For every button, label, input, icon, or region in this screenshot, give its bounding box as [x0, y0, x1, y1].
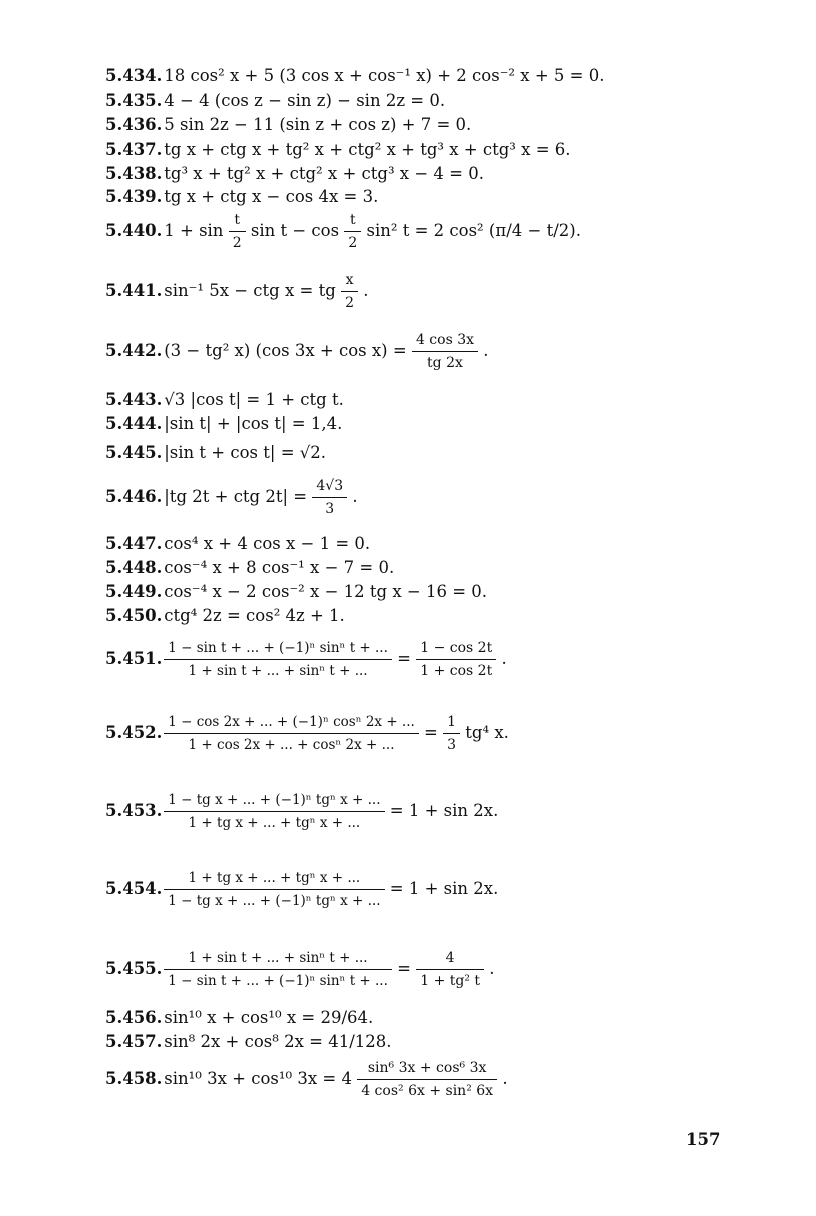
fraction	[412, 332, 478, 371]
problem-number: 5.453.	[105, 801, 163, 820]
denominator: 1 + sin t + ... + sinⁿ t + ...	[188, 663, 368, 679]
numerator: 1	[443, 714, 460, 734]
equation: tg x + ctg x + tg² x + ctg² x + tg³ x + ctg³ x = 6.	[164, 140, 571, 159]
problem-5-457	[105, 1032, 392, 1052]
problem-5-436	[105, 115, 471, 135]
problem-number: 5.447.	[105, 534, 163, 553]
problem-number: 5.451.	[105, 649, 163, 668]
problem-number: 5.455.	[105, 959, 163, 978]
problem-5-450	[105, 606, 345, 626]
problem-number: 5.435.	[105, 91, 163, 110]
denominator: 4 cos² 6x + sin² 6x	[361, 1083, 494, 1099]
problem-number: 5.441.	[105, 281, 163, 300]
problem-5-451	[105, 640, 507, 679]
fraction	[164, 714, 419, 753]
equation-part: = 1 + sin 2x.	[389, 801, 499, 820]
problem-number: 5.434.	[105, 66, 163, 85]
fraction	[164, 640, 392, 679]
equation-part: sin¹⁰ 3x + cos¹⁰ 3x = 4	[164, 1069, 352, 1088]
denominator: 1 − sin t + ... + (−1)ⁿ sinⁿ t + ...	[168, 973, 388, 989]
problem-5-453	[105, 792, 498, 831]
problem-5-444	[105, 414, 342, 434]
equation-part: .	[483, 341, 489, 360]
equation: |sin t| + |cos t| = 1,4.	[164, 414, 343, 433]
equation-part: 1 + sin	[164, 221, 224, 240]
problem-number: 5.449.	[105, 582, 163, 601]
numerator: 4	[416, 950, 484, 970]
problem-number: 5.448.	[105, 558, 163, 577]
problem-number: 5.443.	[105, 390, 163, 409]
equation: cos⁻⁴ x + 8 cos⁻¹ x − 7 = 0.	[164, 558, 395, 577]
problem-number: 5.456.	[105, 1008, 163, 1027]
equation-part: =	[397, 649, 411, 668]
equation: sin⁸ 2x + cos⁸ 2x = 41/128.	[164, 1032, 392, 1051]
denominator: 2	[345, 295, 354, 311]
equation: √3 |cos t| = 1 + ctg t.	[164, 390, 344, 409]
problem-5-454	[105, 870, 498, 909]
numerator: 1 + sin t + ... + sinⁿ t + ...	[164, 950, 392, 970]
problem-5-455	[105, 950, 495, 989]
numerator: 1 − tg x + ... + (−1)ⁿ tgⁿ x + ...	[164, 792, 384, 812]
problem-5-445	[105, 443, 326, 463]
equation: cos⁴ x + 4 cos x − 1 = 0.	[164, 534, 371, 553]
problem-number: 5.454.	[105, 879, 163, 898]
denominator: 1 − tg x + ... + (−1)ⁿ tgⁿ x + ...	[168, 893, 381, 909]
denominator: 3	[325, 501, 335, 517]
equation: sin¹⁰ x + cos¹⁰ x = 29/64.	[164, 1008, 374, 1027]
denominator: 1 + cos 2x + ... + cosⁿ 2x + ...	[188, 737, 395, 753]
equation: ctg⁴ 2z = cos² 4z + 1.	[164, 606, 345, 625]
numerator: 1 − cos 2x + ... + (−1)ⁿ cosⁿ 2x + ...	[164, 714, 419, 734]
problem-5-440	[105, 212, 581, 251]
fraction	[341, 272, 358, 311]
page-number: 157	[686, 1130, 721, 1149]
numerator: 1 − cos 2t	[416, 640, 496, 660]
fraction	[164, 792, 384, 831]
numerator: t	[344, 212, 361, 232]
problem-number: 5.445.	[105, 443, 163, 462]
problem-5-447	[105, 534, 370, 554]
problem-5-446	[105, 478, 358, 517]
fraction	[344, 212, 361, 251]
denominator: 3	[447, 737, 457, 753]
equation-part: =	[424, 723, 438, 742]
fraction	[164, 870, 384, 909]
denominator: 1 + tg² t	[420, 973, 481, 989]
denominator: 2	[232, 235, 242, 251]
denominator: 1 + cos 2t	[420, 663, 493, 679]
problem-number: 5.442.	[105, 341, 163, 360]
problem-number: 5.452.	[105, 723, 163, 742]
problem-5-442	[105, 332, 489, 371]
fraction	[416, 640, 496, 679]
problem-number: 5.457.	[105, 1032, 163, 1051]
denominator: tg 2x	[427, 355, 463, 371]
problem-number: 5.446.	[105, 487, 163, 506]
equation: 4 − 4 (cos z − sin z) − sin 2z = 0.	[164, 91, 446, 110]
equation: tg x + ctg x − cos 4x = 3.	[164, 187, 379, 206]
equation-part: |tg 2t + ctg 2t| =	[164, 487, 308, 506]
problem-number: 5.439.	[105, 187, 163, 206]
problem-5-443	[105, 390, 344, 410]
equation-part: = 1 + sin 2x.	[389, 879, 499, 898]
equation-part: sin² t = 2 cos² (π/4 − t/2).	[366, 221, 581, 240]
problem-number: 5.436.	[105, 115, 163, 134]
problem-number: 5.450.	[105, 606, 163, 625]
numerator: x	[341, 272, 358, 292]
problem-number: 5.438.	[105, 164, 163, 183]
equation-part: sin t − cos	[250, 221, 340, 240]
equation-part: .	[489, 959, 495, 978]
equation: |sin t + cos t| = √2.	[164, 443, 327, 462]
equation-part: .	[501, 649, 507, 668]
fraction	[443, 714, 460, 753]
fraction	[357, 1060, 497, 1099]
equation: 5 sin 2z − 11 (sin z + cos z) + 7 = 0.	[164, 115, 472, 134]
numerator: sin⁶ 3x + cos⁶ 3x	[357, 1060, 497, 1080]
problem-5-435	[105, 91, 445, 111]
problem-number: 5.437.	[105, 140, 163, 159]
problem-5-452	[105, 714, 509, 753]
fraction	[312, 478, 347, 517]
numerator: 4 cos 3x	[412, 332, 478, 352]
equation: 18 cos² x + 5 (3 cos x + cos⁻¹ x) + 2 cos⁻² x + 5 = 0.	[164, 66, 605, 85]
equation: tg³ x + tg² x + ctg² x + ctg³ x − 4 = 0.	[164, 164, 484, 183]
problem-5-438	[105, 164, 484, 184]
equation-part: tg⁴ x.	[465, 723, 509, 742]
problem-5-448	[105, 558, 394, 578]
problem-5-441	[105, 272, 368, 311]
equation-part: sin⁻¹ 5x − ctg x = tg	[164, 281, 336, 300]
equation-part: =	[397, 959, 411, 978]
problem-5-458	[105, 1060, 508, 1099]
numerator: 4√3	[312, 478, 347, 498]
problem-number: 5.458.	[105, 1069, 163, 1088]
problem-5-456	[105, 1008, 373, 1028]
equation-part: .	[502, 1069, 508, 1088]
equation-part: .	[363, 281, 369, 300]
equation-part: (3 − tg² x) (cos 3x + cos x) =	[164, 341, 407, 360]
fraction	[164, 950, 392, 989]
numerator: 1 − sin t + ... + (−1)ⁿ sinⁿ t + ...	[164, 640, 392, 660]
problem-5-434	[105, 66, 604, 86]
equation-part: .	[352, 487, 358, 506]
problem-5-449	[105, 582, 487, 602]
problem-number: 5.440.	[105, 221, 163, 240]
denominator: 1 + tg x + ... + tgⁿ x + ...	[188, 815, 361, 831]
numerator: 1 + tg x + ... + tgⁿ x + ...	[164, 870, 384, 890]
numerator: t	[229, 212, 246, 232]
denominator: 2	[348, 235, 358, 251]
problem-5-439	[105, 187, 378, 207]
fraction	[416, 950, 484, 989]
problem-5-437	[105, 140, 571, 160]
problem-number: 5.444.	[105, 414, 163, 433]
fraction	[229, 212, 246, 251]
equation: cos⁻⁴ x − 2 cos⁻² x − 12 tg x − 16 = 0.	[164, 582, 488, 601]
